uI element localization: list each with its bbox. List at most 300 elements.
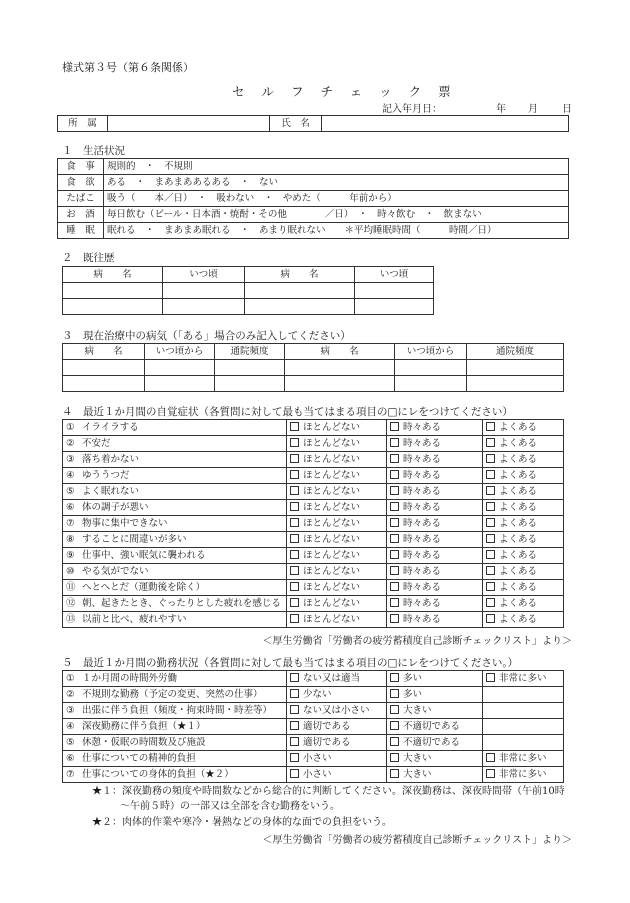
option-label: 非常に多い [499,768,547,780]
col-header: 病 名 [285,344,395,360]
checkbox-icon[interactable] [290,502,299,511]
checkbox-icon[interactable] [390,534,399,543]
symptom-option[interactable] [387,580,483,596]
input-cell[interactable] [145,360,215,376]
lifestyle-row-appetite [58,175,569,191]
item-number: ③ [66,453,75,465]
symptom-text [63,548,287,564]
work-text [63,671,287,687]
checkbox-icon[interactable] [290,598,299,607]
option-label: 時々ある [403,501,442,513]
empty-cell [483,687,564,703]
work-option[interactable] [387,687,483,703]
symptom-text [63,580,287,596]
form-number: 様式第３号（第６条関係） [62,61,194,74]
checkbox-icon[interactable] [290,550,299,559]
input-cell[interactable] [63,299,163,315]
work-option[interactable] [287,767,387,783]
col-header: 病 名 [63,344,145,360]
checkbox-icon[interactable] [290,486,299,495]
option-label: ほとんどない [303,581,361,593]
medical-history-table [62,266,434,315]
item-label: 体の調子が悪い [82,501,149,513]
item-number: ⑬ [66,613,76,625]
item-label: １か月間の時間外労働 [82,672,178,684]
note-star2: ★２：肉体的作業や寒冷・暑熱などの身体的な面での負担をいう。 [92,817,392,828]
input-cell[interactable] [163,299,245,315]
lifestyle-row-meal [58,159,569,175]
checkbox-icon[interactable] [486,550,495,559]
symptom-option[interactable] [287,468,387,484]
row-options[interactable]: 眠れる ・ まあまあ眠れる ・ あまり眠れない ＊平均睡眠時間（ 時間／日） [104,223,569,239]
option-label: 小さい [303,768,332,780]
symptoms-table [62,419,564,628]
item-label: 落ち着かない [82,453,140,465]
symptom-option[interactable] [287,500,387,516]
symptom-option[interactable] [287,532,387,548]
item-label: 朝、起きたとき、ぐったりとした疲れを感じる [82,597,281,609]
option-label: 適切である [303,736,351,748]
checkbox-icon[interactable] [486,454,495,463]
col-header: いつ頃から [395,344,467,360]
symptom-text [63,612,287,628]
item-label: よく眠れない [82,485,140,497]
row-label: お 酒 [58,207,104,223]
checkbox-icon[interactable] [290,454,299,463]
checkbox-icon[interactable] [390,502,399,511]
checkbox-icon[interactable] [486,502,495,511]
row-options[interactable]: 規則的 ・ 不規則 [104,159,569,175]
input-cell[interactable] [467,376,564,392]
work-option[interactable] [287,703,387,719]
symptom-text [63,564,287,580]
item-number: ③ [66,704,75,716]
symptom-row [63,500,564,516]
symptom-option[interactable] [287,436,387,452]
row-label: 食 事 [58,159,104,175]
option-label: 時々ある [403,469,442,481]
symptom-option[interactable] [387,468,483,484]
checkbox-icon[interactable] [290,470,299,479]
option-label: 多い [403,672,423,684]
date-month-label: 月 [528,104,538,115]
checkbox-icon[interactable] [486,518,495,527]
input-cell[interactable] [63,376,145,392]
item-number: ⑩ [66,565,75,577]
option-label: 大きい [403,752,432,764]
work-row [63,671,564,687]
item-label: 出張に伴う負担（頻度・拘束時間・時差等） [82,704,273,716]
checkbox-icon[interactable] [290,737,299,746]
item-label: へとへとだ（運動後を除く） [82,581,206,593]
symptom-option[interactable] [483,532,564,548]
option-label: よくある [499,549,538,561]
symptom-row [63,612,564,628]
option-label: 少ない [303,688,332,700]
input-cell[interactable] [395,376,467,392]
row-options[interactable]: 吸う（ 本／日） ・ 吸わない ・ やめた（ 年前から） [104,191,569,207]
item-label: 仕事中、強い眠気に襲われる [82,549,206,561]
symptom-option[interactable] [483,452,564,468]
symptom-option[interactable] [287,612,387,628]
checkbox-icon[interactable] [390,470,399,479]
row-options[interactable]: 毎日飲む（ビール・日本酒・焼酎・その他 ／日） ・ 時々飲む ・ 飲まない [104,207,569,223]
item-number: ① [66,421,75,433]
symptom-option[interactable] [287,580,387,596]
note-star1-line1: ★１：深夜勤務の頻度や時間数などから総合的に判断してください。深夜勤務は、深夜時間帯（午前10時 [92,786,565,797]
symptom-row [63,532,564,548]
option-label: 時々ある [403,565,442,577]
work-row [63,767,564,783]
option-label: ほとんどない [303,469,361,481]
checkbox-icon[interactable] [390,566,399,575]
date-label: 記入年月日： [382,104,442,115]
item-label: 休憩・仮眠の時間数及び施設 [82,736,206,748]
symptom-option[interactable] [387,436,483,452]
checkbox-icon[interactable] [290,422,299,431]
note-star1-line2: 〜午前５時）の一部又は全部を含む勤務をいう。 [120,801,340,812]
checkbox-icon[interactable] [290,582,299,591]
item-label: 物事に集中できない [82,517,168,529]
work-row [63,751,564,767]
symptom-option[interactable] [387,596,483,612]
input-cell[interactable] [145,376,215,392]
option-label: 時々ある [403,533,442,545]
item-label: 仕事についての精神的負担 [82,752,196,764]
work-row [63,735,564,751]
checkbox-icon[interactable] [290,438,299,447]
col-header: 通院頻度 [215,344,285,360]
option-label: ない又は小さい [303,704,370,716]
option-label: ない又は適当 [303,672,361,684]
col-header: 通院頻度 [467,344,564,360]
row-options[interactable]: ある ・ まあまああるある ・ ない [104,175,569,191]
affiliation-table [57,115,569,132]
col-header: いつ頃 [355,267,434,283]
input-cell[interactable] [215,360,285,376]
option-label: 時々ある [403,549,442,561]
symptom-text [63,596,287,612]
work-option[interactable] [287,751,387,767]
checkbox-icon[interactable] [290,518,299,527]
symptom-option[interactable] [483,420,564,436]
symptom-option[interactable] [287,484,387,500]
section2-heading: ２ 既往歴 [62,252,115,264]
input-cell[interactable] [285,376,395,392]
symptom-text [63,468,287,484]
checkbox-icon[interactable] [290,769,299,778]
checkbox-icon[interactable] [390,550,399,559]
checkbox-icon[interactable] [390,614,399,623]
checkbox-icon[interactable] [390,753,399,762]
option-label: よくある [499,581,538,593]
option-label: 時々ある [403,581,442,593]
symptom-text [63,500,287,516]
checkbox-icon[interactable] [290,705,299,714]
symptom-option[interactable] [387,532,483,548]
input-cell[interactable] [355,299,434,315]
option-label: 小さい [303,752,332,764]
work-text [63,719,287,735]
option-label: ほとんどない [303,453,361,465]
checkbox-icon[interactable] [390,769,399,778]
symptom-option[interactable] [483,516,564,532]
lifestyle-row-tobacco [58,191,569,207]
checkbox-icon[interactable] [290,614,299,623]
checkbox-icon[interactable] [290,566,299,575]
input-cell[interactable] [63,360,145,376]
department-field[interactable] [108,116,270,132]
date-year-label: 年 [496,104,506,115]
symptom-option[interactable] [483,612,564,628]
section1-heading: １ 生活状況 [62,145,125,157]
item-label: 深夜勤務に伴う負担（★１） [82,720,206,732]
symptom-text [63,420,287,436]
symptom-text [63,484,287,500]
checkbox-icon[interactable] [486,582,495,591]
option-label: ほとんどない [303,533,361,545]
symptom-row [63,596,564,612]
work-text [63,703,287,719]
name-label: 氏 名 [270,116,322,132]
checkbox-icon[interactable] [290,753,299,762]
row-label: 食 欲 [58,175,104,191]
symptom-row [63,484,564,500]
checkbox-icon[interactable] [390,721,399,730]
item-label: 不安だ [82,437,111,449]
symptom-option[interactable] [483,548,564,564]
symptom-option[interactable] [387,548,483,564]
symptom-row [63,468,564,484]
item-number: ⑥ [66,752,75,764]
checkbox-icon[interactable] [390,454,399,463]
work-status-table [62,670,564,783]
option-label: よくある [499,501,538,513]
work-option[interactable] [387,751,483,767]
current-treatment-table [62,343,564,392]
item-number: ⑧ [66,533,75,545]
checkbox-icon[interactable] [390,486,399,495]
symptom-option[interactable] [287,420,387,436]
input-cell[interactable] [63,283,163,299]
work-option[interactable] [483,671,564,687]
date-day-label: 日 [562,104,572,115]
symptom-option[interactable] [483,564,564,580]
symptom-option[interactable] [483,580,564,596]
work-row [63,687,564,703]
option-label: 不適切である [403,736,461,748]
symptom-option[interactable] [287,548,387,564]
item-number: ⑦ [66,517,75,529]
work-option[interactable] [387,735,483,751]
checkbox-icon[interactable] [290,721,299,730]
option-label: よくある [499,565,538,577]
input-cell[interactable] [285,360,395,376]
page-title: セルフチェック票 [232,84,468,99]
option-label: ほとんどない [303,421,361,433]
work-option[interactable] [387,719,483,735]
checkbox-icon[interactable] [390,689,399,698]
section5-heading: ５ 最近１か月間の勤務状況（各質問に対して最も当てはまる項目の□にレをつけてください。） [62,657,519,669]
checkbox-icon[interactable] [486,534,495,543]
checkbox-icon[interactable] [486,614,495,623]
option-label: 時々ある [403,421,442,433]
item-number: ⑦ [66,768,75,780]
symptom-option[interactable] [287,564,387,580]
input-cell[interactable] [395,360,467,376]
symptom-option[interactable] [483,436,564,452]
item-label: 以前と比べ、疲れやすい [82,613,187,625]
item-label: イライラする [82,421,139,433]
item-number: ④ [66,720,75,732]
work-text [63,735,287,751]
checkbox-icon[interactable] [486,470,495,479]
work-option[interactable] [483,751,564,767]
option-label: 時々ある [403,517,442,529]
symptom-option[interactable] [387,612,483,628]
symptom-row [63,564,564,580]
checkbox-icon[interactable] [390,598,399,607]
work-option[interactable] [483,767,564,783]
item-number: ② [66,437,75,449]
checkbox-icon[interactable] [486,598,495,607]
option-label: よくある [499,485,538,497]
item-label: ゆううつだ [82,469,130,481]
option-label: よくある [499,533,538,545]
work-option[interactable] [287,671,387,687]
checkbox-icon[interactable] [486,753,495,762]
option-label: ほとんどない [303,613,361,625]
item-number: ⑤ [66,485,75,497]
input-cell[interactable] [355,283,434,299]
col-header: いつ頃から [145,344,215,360]
item-number: ② [66,688,75,700]
checkbox-icon[interactable] [390,705,399,714]
work-option[interactable] [287,687,387,703]
checkbox-icon[interactable] [290,689,299,698]
option-label: よくある [499,421,538,433]
symptom-option[interactable] [387,500,483,516]
option-label: ほとんどない [303,597,361,609]
section4-heading: ４ 最近１か月間の自覚症状（各質問に対して最も当てはまる項目の□にレをつけてください） [62,406,513,418]
work-text [63,751,287,767]
input-cell[interactable] [245,299,355,315]
col-header: 病 名 [63,267,163,283]
symptom-option[interactable] [483,596,564,612]
empty-cell [483,703,564,719]
checkbox-icon[interactable] [486,486,495,495]
work-option[interactable] [387,703,483,719]
checkbox-icon[interactable] [486,769,495,778]
symptom-option[interactable] [287,452,387,468]
work-row [63,719,564,735]
symptom-option[interactable] [483,484,564,500]
name-field[interactable] [322,116,569,132]
section4-source: ＜厚生労働省「労働者の疲労蓄積度自己診断チェックリスト」より＞ [262,636,572,647]
checkbox-icon[interactable] [390,438,399,447]
input-cell[interactable] [245,283,355,299]
option-label: ほとんどない [303,485,361,497]
symptom-row [63,548,564,564]
col-header: いつ頃 [163,267,245,283]
work-option[interactable] [387,671,483,687]
checkbox-icon[interactable] [390,518,399,527]
symptom-option[interactable] [287,596,387,612]
symptom-option[interactable] [387,452,483,468]
checkbox-icon[interactable] [486,422,495,431]
section3-heading: ３ 現在治療中の病気（「ある」場合のみ記入してください） [62,330,351,342]
section5-source: ＜厚生労働省「労働者の疲労蓄積度自己診断チェックリスト」より＞ [262,835,572,846]
option-label: よくある [499,597,538,609]
option-label: ほとんどない [303,501,361,513]
symptom-option[interactable] [483,468,564,484]
row-label: たばこ [58,191,104,207]
option-label: 適切である [303,720,351,732]
item-label: することに間違いが多い [82,533,187,545]
option-label: 非常に多い [499,672,547,684]
checkbox-icon[interactable] [390,422,399,431]
checkbox-icon[interactable] [486,438,495,447]
item-number: ⑪ [66,581,76,593]
symptom-row [63,516,564,532]
work-option[interactable] [287,719,387,735]
symptom-text [63,532,287,548]
option-label: 不適切である [403,720,461,732]
option-label: 多い [403,688,423,700]
option-label: 時々ある [403,485,442,497]
work-text [63,687,287,703]
symptom-option[interactable] [483,500,564,516]
work-row [63,703,564,719]
checkbox-icon[interactable] [290,534,299,543]
work-option[interactable] [387,767,483,783]
checkbox-icon[interactable] [390,737,399,746]
symptom-option[interactable] [387,484,483,500]
checkbox-icon[interactable] [390,673,399,682]
option-label: ほとんどない [303,549,361,561]
symptom-option[interactable] [287,516,387,532]
symptom-option[interactable] [387,420,483,436]
work-option[interactable] [287,735,387,751]
option-label: ほとんどない [303,517,361,529]
symptom-option[interactable] [387,516,483,532]
item-number: ① [66,672,75,684]
option-label: 時々ある [403,437,442,449]
option-label: 時々ある [403,453,442,465]
option-label: 時々ある [403,597,442,609]
checkbox-icon[interactable] [486,566,495,575]
symptom-text [63,452,287,468]
lifestyle-row-sleep [58,223,569,239]
input-cell[interactable] [215,376,285,392]
option-label: ほとんどない [303,565,361,577]
lifestyle-table [57,158,569,239]
item-label: 不規則な勤務（予定の変更、突然の仕事） [82,688,263,700]
option-label: 非常に多い [499,752,547,764]
symptom-option[interactable] [387,564,483,580]
item-label: 仕事についての身体的負担（★２） [82,768,234,780]
input-cell[interactable] [467,360,564,376]
checkbox-icon[interactable] [390,582,399,591]
checkbox-icon[interactable] [486,673,495,682]
item-number: ⑫ [66,597,76,609]
input-cell[interactable] [163,283,245,299]
row-label: 睡 眠 [58,223,104,239]
option-label: 時々ある [403,613,442,625]
item-number: ⑨ [66,549,75,561]
symptom-row [63,452,564,468]
checkbox-icon[interactable] [290,673,299,682]
